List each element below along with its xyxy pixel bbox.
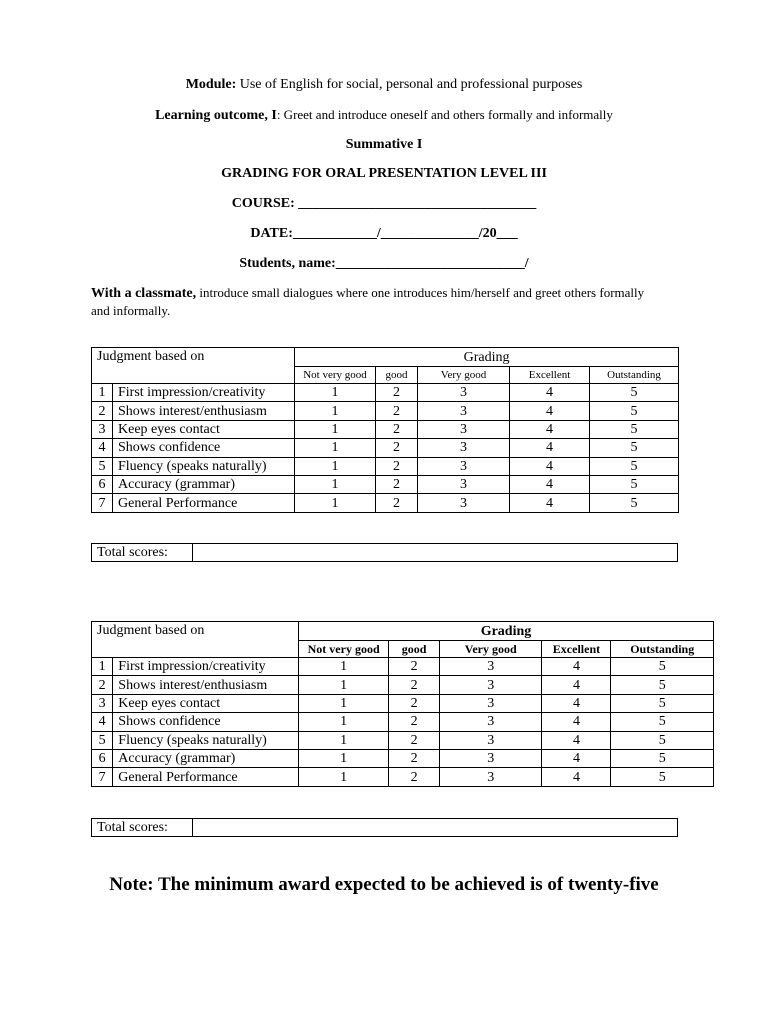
table-row [92, 731, 714, 749]
criterion-label: Accuracy (grammar) [113, 475, 295, 493]
total-scores-field[interactable] [193, 819, 678, 837]
course-line: COURSE: __________________________________ [231, 196, 537, 211]
outcome-label: Learning outcome, I [155, 108, 277, 123]
rubric-body [92, 384, 679, 513]
score-cell[interactable]: 4 [510, 494, 590, 512]
col-header: Not very good [298, 641, 388, 658]
score-cell[interactable]: 3 [418, 439, 510, 457]
row-number: 3 [92, 694, 113, 712]
row-number: 2 [92, 402, 113, 420]
score-cell[interactable]: 1 [298, 676, 388, 694]
score-cell[interactable]: 5 [611, 694, 714, 712]
module-line [0, 76, 768, 94]
score-cell[interactable]: 2 [376, 457, 418, 475]
score-cell[interactable]: 2 [376, 384, 418, 402]
row-number: 5 [92, 457, 113, 475]
criterion-label: Shows confidence [113, 713, 299, 731]
outcome-text: : Greet and introduce oneself and others formally and informally [276, 107, 613, 122]
score-cell[interactable]: 5 [590, 402, 679, 420]
score-cell[interactable]: 3 [440, 749, 542, 767]
score-cell[interactable]: 1 [295, 457, 376, 475]
table-row [92, 402, 679, 420]
summative-title: Summative I [345, 137, 423, 152]
score-cell[interactable]: 1 [295, 475, 376, 493]
col-header: good [376, 367, 418, 384]
score-cell[interactable]: 2 [376, 494, 418, 512]
criterion-label: Fluency (speaks naturally) [113, 457, 295, 475]
criterion-label: Shows interest/enthusiasm [113, 402, 295, 420]
total-scores-table-1 [91, 543, 678, 562]
row-number: 6 [92, 749, 113, 767]
score-cell[interactable]: 2 [376, 475, 418, 493]
outcome-line [0, 106, 768, 125]
judgment-header: Judgment based on [92, 622, 299, 658]
score-cell[interactable]: 5 [590, 420, 679, 438]
score-cell[interactable]: 5 [590, 439, 679, 457]
table-row [92, 749, 714, 767]
table-row [92, 694, 714, 712]
col-header: Outstanding [611, 641, 714, 658]
score-cell[interactable]: 4 [542, 713, 611, 731]
total-scores-table-2 [91, 818, 678, 837]
score-cell[interactable]: 5 [590, 457, 679, 475]
col-header: good [389, 641, 440, 658]
criterion-label: Keep eyes contact [113, 694, 299, 712]
row-number: 4 [92, 713, 113, 731]
col-header: Outstanding [590, 367, 679, 384]
table-row [92, 713, 714, 731]
score-cell[interactable]: 1 [298, 731, 388, 749]
score-cell[interactable]: 5 [611, 676, 714, 694]
table-row [92, 494, 679, 512]
score-cell[interactable]: 2 [389, 694, 440, 712]
score-cell[interactable]: 2 [389, 749, 440, 767]
table-row [92, 420, 679, 438]
col-header: Excellent [542, 641, 611, 658]
score-cell[interactable]: 2 [389, 768, 440, 786]
criterion-label: General Performance [113, 494, 295, 512]
score-cell[interactable]: 3 [440, 658, 542, 676]
score-cell[interactable]: 4 [510, 439, 590, 457]
table-row [92, 658, 714, 676]
score-cell[interactable]: 2 [389, 676, 440, 694]
score-cell[interactable]: 5 [590, 494, 679, 512]
table-row [92, 768, 714, 786]
col-header: Very good [440, 641, 542, 658]
grading-title: GRADING FOR ORAL PRESENTATION LEVEL III [221, 166, 547, 181]
table-row [92, 475, 679, 493]
score-cell[interactable]: 5 [611, 658, 714, 676]
instructions-bold: With a classmate, [91, 286, 197, 301]
score-cell[interactable]: 4 [510, 457, 590, 475]
col-header: Excellent [510, 367, 590, 384]
score-cell[interactable]: 1 [298, 713, 388, 731]
score-cell[interactable]: 1 [298, 768, 388, 786]
table-row [92, 439, 679, 457]
row-number: 4 [92, 439, 113, 457]
score-cell[interactable]: 5 [590, 384, 679, 402]
grading-header: Grading [295, 348, 679, 367]
criterion-label: Shows interest/enthusiasm [113, 676, 299, 694]
score-cell[interactable]: 3 [418, 475, 510, 493]
row-number: 7 [92, 768, 113, 786]
score-cell[interactable]: 5 [611, 749, 714, 767]
score-cell[interactable]: 5 [611, 768, 714, 786]
score-cell[interactable]: 1 [298, 694, 388, 712]
total-scores-label: Total scores: [92, 544, 193, 562]
score-cell[interactable]: 4 [542, 749, 611, 767]
instructions [91, 284, 651, 320]
total-scores-field[interactable] [193, 544, 678, 562]
criterion-label: General Performance [113, 768, 299, 786]
total-scores-label: Total scores: [92, 819, 193, 837]
row-number: 6 [92, 475, 113, 493]
criterion-label: Shows confidence [113, 439, 295, 457]
module-text: Use of English for social, personal and professional purposes [236, 77, 583, 92]
score-cell[interactable]: 4 [542, 731, 611, 749]
score-cell[interactable]: 4 [542, 768, 611, 786]
score-cell[interactable]: 2 [376, 402, 418, 420]
row-number: 1 [92, 384, 113, 402]
row-number: 2 [92, 676, 113, 694]
score-cell[interactable]: 2 [389, 731, 440, 749]
instructions-text: introduce small dialogues where one introduces him/herself and greet others formally and informally. [91, 285, 645, 318]
score-cell[interactable]: 4 [542, 694, 611, 712]
table-row [92, 676, 714, 694]
criterion-label: First impression/creativity [113, 384, 295, 402]
score-cell[interactable]: 2 [389, 658, 440, 676]
rubric-table-1 [91, 347, 679, 513]
score-cell[interactable]: 1 [295, 494, 376, 512]
score-cell[interactable]: 1 [295, 420, 376, 438]
score-cell[interactable]: 2 [376, 439, 418, 457]
score-cell[interactable]: 4 [510, 475, 590, 493]
note: Note: The minimum award expected to be achieved is of twenty-five [109, 874, 659, 895]
score-cell[interactable]: 2 [376, 420, 418, 438]
score-cell[interactable]: 3 [418, 420, 510, 438]
score-cell[interactable]: 3 [440, 694, 542, 712]
score-cell[interactable]: 1 [295, 402, 376, 420]
score-cell[interactable]: 4 [542, 658, 611, 676]
date-line: DATE:____________/______________/20___ [250, 226, 518, 241]
rubric-body [92, 658, 714, 787]
score-cell[interactable]: 5 [590, 475, 679, 493]
score-cell[interactable]: 3 [418, 457, 510, 475]
judgment-header: Judgment based on [92, 348, 295, 384]
criterion-label: Accuracy (grammar) [113, 749, 299, 767]
table-row [92, 384, 679, 402]
score-cell[interactable]: 1 [295, 439, 376, 457]
table-row [92, 457, 679, 475]
score-cell[interactable]: 3 [440, 676, 542, 694]
score-cell[interactable]: 3 [440, 768, 542, 786]
score-cell[interactable]: 3 [418, 494, 510, 512]
score-cell[interactable]: 3 [418, 384, 510, 402]
score-cell[interactable]: 1 [295, 384, 376, 402]
score-cell[interactable]: 1 [298, 658, 388, 676]
row-number: 7 [92, 494, 113, 512]
score-cell[interactable]: 4 [510, 384, 590, 402]
row-number: 5 [92, 731, 113, 749]
score-cell[interactable]: 3 [440, 713, 542, 731]
score-cell[interactable]: 2 [389, 713, 440, 731]
score-cell[interactable]: 1 [298, 749, 388, 767]
score-cell[interactable]: 4 [510, 402, 590, 420]
col-header: Not very good [295, 367, 376, 384]
score-cell[interactable]: 5 [611, 713, 714, 731]
row-number: 3 [92, 420, 113, 438]
criterion-label: First impression/creativity [113, 658, 299, 676]
col-header: Very good [418, 367, 510, 384]
score-cell[interactable]: 5 [611, 731, 714, 749]
score-cell[interactable]: 3 [418, 402, 510, 420]
score-cell[interactable]: 4 [542, 676, 611, 694]
row-number: 1 [92, 658, 113, 676]
grading-header: Grading [298, 622, 713, 641]
score-cell[interactable]: 3 [440, 731, 542, 749]
criterion-label: Fluency (speaks naturally) [113, 731, 299, 749]
rubric-table-2 [91, 621, 714, 787]
score-cell[interactable]: 4 [510, 420, 590, 438]
criterion-label: Keep eyes contact [113, 420, 295, 438]
students-line: Students, name:___________________________/ [239, 256, 529, 271]
module-label: Module: [185, 77, 237, 92]
